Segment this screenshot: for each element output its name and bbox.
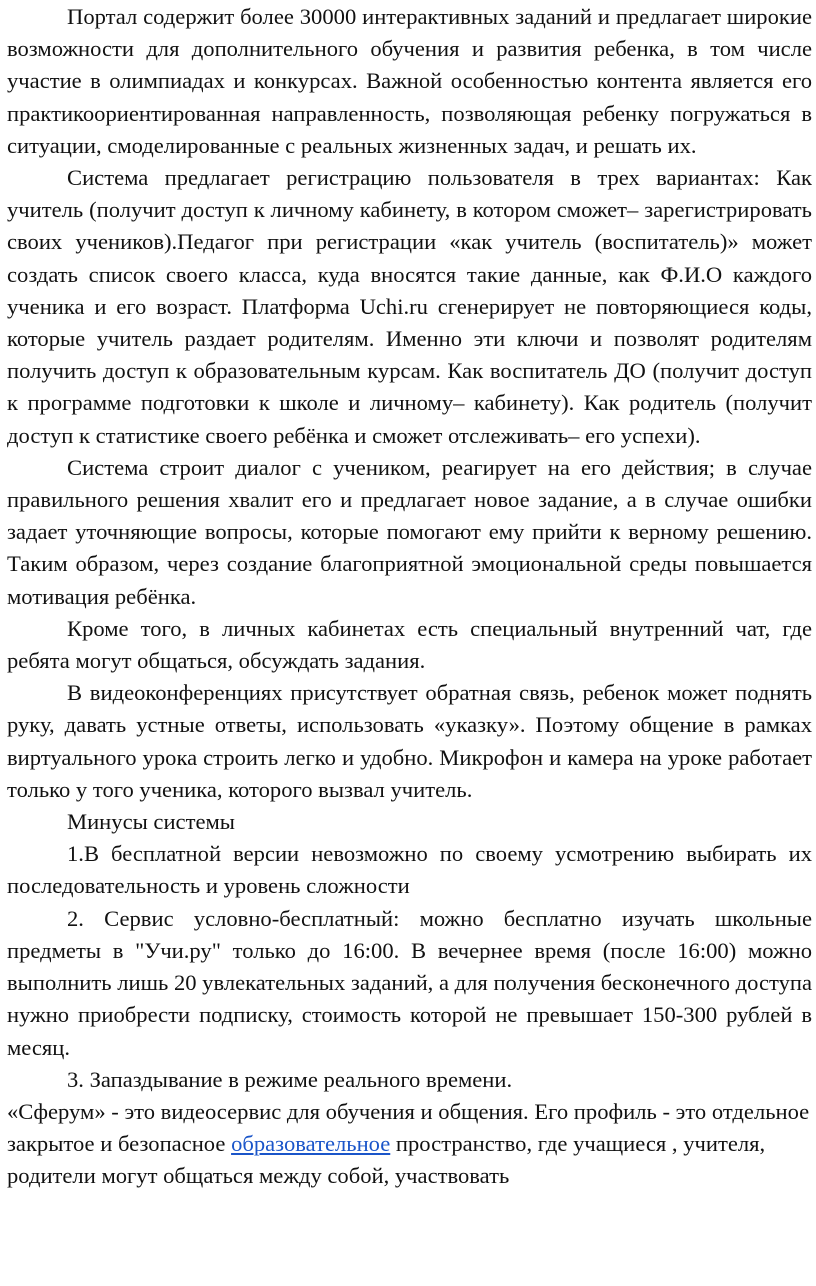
- sferum-text-after: пространство, где учащиеся , учителя, родители могут общаться между собой, участвовать: [7, 1131, 766, 1189]
- minus-item-1: 1.В бесплатной версии невозможно по своему усмотрению выбирать их последовательность и уровень сложности: [7, 841, 812, 899]
- paragraph-chat: Кроме того, в личных кабинетах есть специальный внутренний чат, где ребята могут общаться, обсуждать задания.: [7, 615, 812, 674]
- minus-item-2: 2. Сервис условно-бесплатный: можно бесплатно изучать школьные предметы в "Учи.ру" только до 16:00. В вечернее время (после 16:00) можно выполнить лишь 20 увлекательных заданий, а для получения бесконечного доступа нужно приобрести подписку, стоимость которой не превышает 150-300 рублей в месяц.: [7, 905, 813, 1060]
- paragraph-dialog: Система строит диалог с учеником, реагирует на его действия; в случае правильного решения хвалит его и предлагает новое задание, а в случае ошибки задает уточняющие вопросы, которые помогают ему прийти к верному решению. Таким образом, через создание благоприятной эмоциональной среды повышается мотивация ребёнка.: [7, 454, 812, 609]
- heading-minuses: Минусы системы: [67, 809, 235, 835]
- sferum-text-before: «Сферум» - это видеосервис для обучения и общения. Его профиль - это отдельное закрытое и безопасное: [7, 1098, 810, 1157]
- paragraph-sferum: [7, 1096, 812, 1193]
- paragraph-portal: Портал содержит более 30000 интерактивных заданий и предлагает широкие возможности для дополнительного обучения и развития ребенка, в том числе участие в олимпиадах и конкурсах. Важной особенностью контента является его практикоориентированная направленность, позволяющая ребенку погружаться в ситуации, смоделированные с реальных жизненных задач, и решать их.: [7, 4, 812, 158]
- paragraph-video: В видеоконференциях присутствует обратная связь, ребенок может поднять руку, давать устные ответы, использовать «указку». Поэтому общение в рамках виртуального урока строить легко и удобно. Микрофон и камера на уроке работает только у того ученика, которого вызвал учитель.: [7, 680, 812, 802]
- educational-link[interactable]: образовательное: [231, 1131, 391, 1157]
- minus-item-3: 3. Запаздывание в режиме реального времени.: [67, 1066, 513, 1092]
- paragraph-registration: Система предлагает регистрацию пользователя в трех вариантах: Как учитель (получит доступ к личному кабинету, в котором сможет– зарегистрировать своих учеников).Педагог при регистрации «как учитель (воспитатель)» может создать список своего класса, куда вносятся такие данные, как Ф.И.О каждого ученика и его возраст. Платформа Uchi.ru сгенерирует не повторяющиеся коды, которые учитель раздает родителям. Именно эти ключи и позволят родителям получить доступ к образовательным курсам. Как воспитатель ДО (получит доступ к программе подготовки к школе и личному– кабинету). Как родитель (получит доступ к статистике своего ребёнка и сможет отслеживать– его успехи).: [7, 165, 812, 448]
